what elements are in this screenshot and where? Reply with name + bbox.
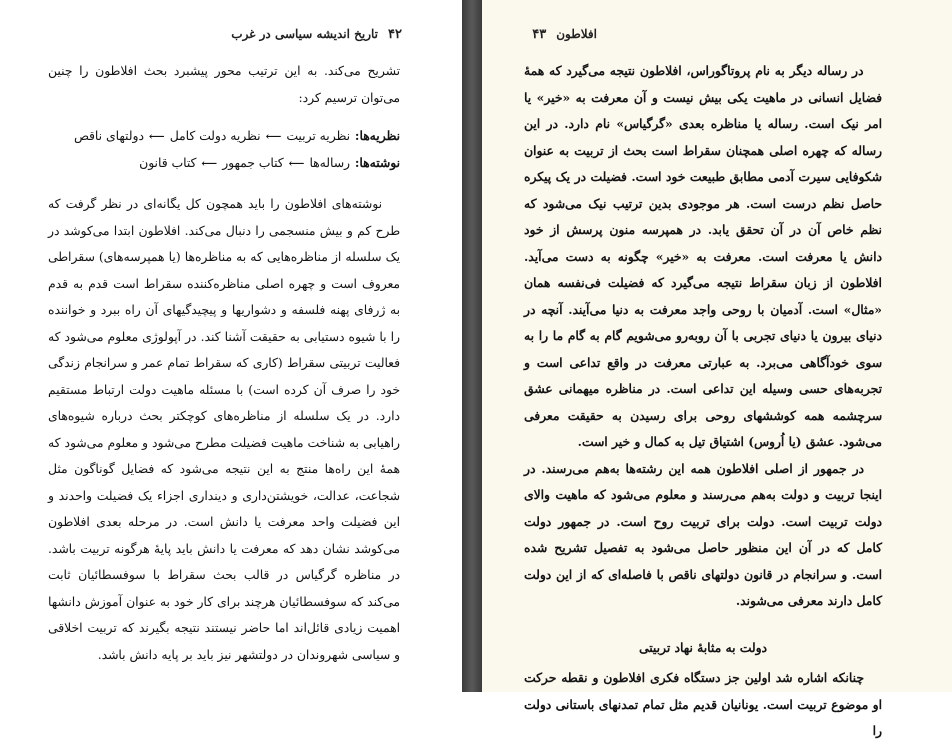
text-line: تشریح می‌کند. به این ترتیب محور پیشبرد بحث افلاطون را چنین می‌توان — [48, 64, 400, 105]
right-running-head — [532, 24, 597, 44]
text-line: مناظره‌های کوچکتر بحث درباره شیوه‌های راهیابی به شناخت ماهیت — [48, 409, 400, 450]
scheme-item: نظریه تربیت — [286, 129, 350, 143]
text-line: سیرت آدمی مطابق طبیعت خود است. فضیلت در یک پیکره حاصل نظم — [524, 169, 882, 211]
right-page — [482, 0, 952, 738]
text-line: (کاری که سقراط تمام عمر و سرانجام زندگی خود را صرف آن کرده — [48, 356, 400, 397]
text-line: چنانکه اشاره شد اولین جز دستگاه فکری افلاطون و نقطه حرکت او — [524, 670, 882, 712]
theory-scheme — [48, 123, 400, 177]
right-running-title: افلاطون — [556, 27, 597, 41]
scheme-item: کتاب قانون — [139, 156, 197, 170]
text-line: آن این منظور حاصل می‌شود به تفصیل تشریح شده است. و سرانجام در — [524, 540, 882, 582]
text-line: کم و بیش منسجمی را دنبال می‌کند. افلاطون ابتدا می‌کوشد در یک — [48, 223, 401, 264]
text-line: فضایل انسانی در ماهیت یکی بیش نیست و آن معرفت به «خیر» یا امر — [524, 89, 882, 131]
section-heading: دولت به مثابهٔ نهاد تربیتی — [638, 639, 768, 655]
text-line: معرفت به دنیا می‌آیند. آنچه در دنیای بیرون یا دنیای تجربی با آن روبه‌رو — [524, 301, 883, 343]
text-line: تربیت و دولت به‌هم می‌رسند و معلوم می‌شود که ماهیت والای دولت — [524, 487, 882, 529]
arrow-left-icon: ⟵ — [265, 130, 282, 143]
right-page-number: ۴۳ — [532, 26, 547, 42]
text-line: تربیت اخلاقی و سیاسی شهروندان در دولتشهر نیز باید بر پایه دانش — [48, 621, 400, 662]
left-running-head — [231, 24, 402, 44]
text-line: معرفت به «خیر» چگونه به دست می‌آید. افلاطون از زبان سقراط نتیجه — [524, 248, 882, 290]
left-running-title: تاریخ اندیشه سیاسی در غرب — [231, 27, 379, 41]
text-line: نتیجه می‌شود که فضایل گوناگون مثل شجاعت، عدالت، خویشتن‌داری و — [48, 462, 400, 503]
text-line: معرفی می‌شود. عشق (یا اُروس) اشتیاق تیل به کمال و خیر است. — [524, 407, 882, 449]
left-page-number: ۴۲ — [388, 26, 402, 42]
scheme-item: نظریه دولت کامل — [169, 129, 261, 143]
scheme-items — [74, 123, 354, 150]
text-line: نوشته‌های افلاطون را باید همچون کل یگانه‌ای در نظر گرفت که طرح — [48, 197, 400, 238]
text-line: در رساله دیگر به نام پروتاگوراس، افلاطون نتیجه می‌گیرد که همهٔ — [524, 63, 864, 78]
book-gutter — [462, 0, 482, 692]
body-paragraph — [48, 191, 400, 668]
text-line: می‌شوند. — [735, 593, 784, 608]
text-line: است) با مسئله ماهیت دولت ارتباط مستقیم دارد. در یک سلسله از — [48, 382, 400, 423]
body-paragraph — [524, 58, 882, 456]
body-paragraph — [524, 665, 882, 745]
scheme-label: نوشته‌ها: — [354, 155, 400, 170]
text-line: به حقیقت آشنا کند. در آپولوژی معلوم می‌شود که فعالیت تربیتی سقراط — [48, 329, 400, 370]
right-page-body — [524, 58, 882, 745]
text-line: باید پایهٔ هرگونه تربیت باشد. در مناظره گرگیاس در قالب بحث سقراط با — [48, 541, 400, 582]
text-line: باشد. — [97, 647, 126, 662]
intro-paragraph — [48, 58, 400, 111]
left-page-body — [48, 58, 400, 668]
text-line: فضیلت مطرح می‌شود و معلوم می‌شود که همهٔ این راه‌ها منتج به این — [48, 435, 400, 476]
scheme-row-writings — [48, 150, 400, 177]
text-line: موضوع تربیت است. یونانیان قدیم مثل تمام تمدنهای باستانی دولت را — [524, 696, 882, 738]
text-line: چهره اصلی همچنان سقراط است بحث از تربیت به عنوان شکوفایی — [524, 142, 882, 184]
text-line: واقع تداعی است و تجربه‌های حسی وسیله این تداعی است. در مناظره — [524, 354, 882, 396]
text-line: آموزش دانشها اهمیت زیادی قائل‌اند اما حاضر نیستند نتیجه بگیرند که — [48, 594, 400, 635]
text-line: سوفسطائیان ثابت می‌کند که سوفسطائیان هرچند برای کار خود به عنوان — [48, 568, 400, 609]
scheme-item: کتاب جمهور — [222, 156, 284, 170]
text-line: نیک است. رساله یا مناظره بعدی «گرگیاس» نام دارد. در این رساله که — [524, 116, 882, 158]
body-paragraph — [524, 456, 882, 615]
text-line: می‌شویم گام به گام ما را به سوی خودآگاهی می‌برد. به عبارتی معرفت در — [524, 328, 883, 370]
scheme-row-theories — [48, 123, 400, 150]
text-line: است. در مرحله بعدی افلاطون می‌کوشد نشان دهد که معرفت یا دانش — [48, 515, 401, 556]
text-line: است و چهره اصلی مناظره‌کننده سقراط است قدم به قدم به ژرفای پهنه — [48, 276, 400, 317]
arrow-left-icon: ⟵ — [148, 130, 165, 143]
left-page — [0, 0, 462, 692]
arrow-left-icon: ⟵ — [288, 157, 305, 170]
text-line: ترسیم کرد: — [298, 90, 358, 105]
scheme-item: دولتهای ناقص — [73, 129, 144, 143]
scheme-label: نظریه‌ها: — [354, 128, 400, 143]
scheme-item: رساله‌ها — [309, 156, 350, 170]
text-line: تربیت است. دولت برای تربیت روح است. در جمهور دولت کامل که در — [524, 513, 882, 555]
arrow-left-icon: ⟵ — [201, 157, 218, 170]
scheme-items — [139, 150, 354, 177]
text-line: میهمانی عشق سرچشمه همه کوششهای روحی برای رسیدن به حقیقت — [524, 381, 882, 423]
text-line: در جمهور از اصلی افلاطون همه این رشته‌ها به‌هم می‌رسند. در اینجا — [524, 460, 882, 502]
text-line: دینداری اجزاء یک فضیلت واحدند و این فضیلت واحد معرفت یا دانش — [48, 488, 400, 529]
text-line: قانون دولتهای ناقص با فاصله‌ای که از این دولت کامل دارند معرفی — [524, 566, 882, 608]
text-line: سلسله از مناظره‌هایی که به مناظره‌ها (یا همپرسه‌های) سقراطی معروف — [48, 250, 400, 291]
text-line: آن تحقق یابد. در همپرسه منون پرسش از خود دانش یا معرفت است. — [524, 222, 882, 264]
text-line: فلسفه و دشواریها و پیچیدگیهای آن راه ببرد و خواننده را با شیوه دستیابی — [48, 303, 400, 344]
text-line: درست است. هر موجودی بدین ترتیب نیک می‌شود که نظم خاص آن در — [524, 195, 882, 237]
text-line: می‌گیرد که فضیلت فی‌نفسه همان «مثال» است. آدمیان با روحی واجد — [524, 275, 882, 317]
